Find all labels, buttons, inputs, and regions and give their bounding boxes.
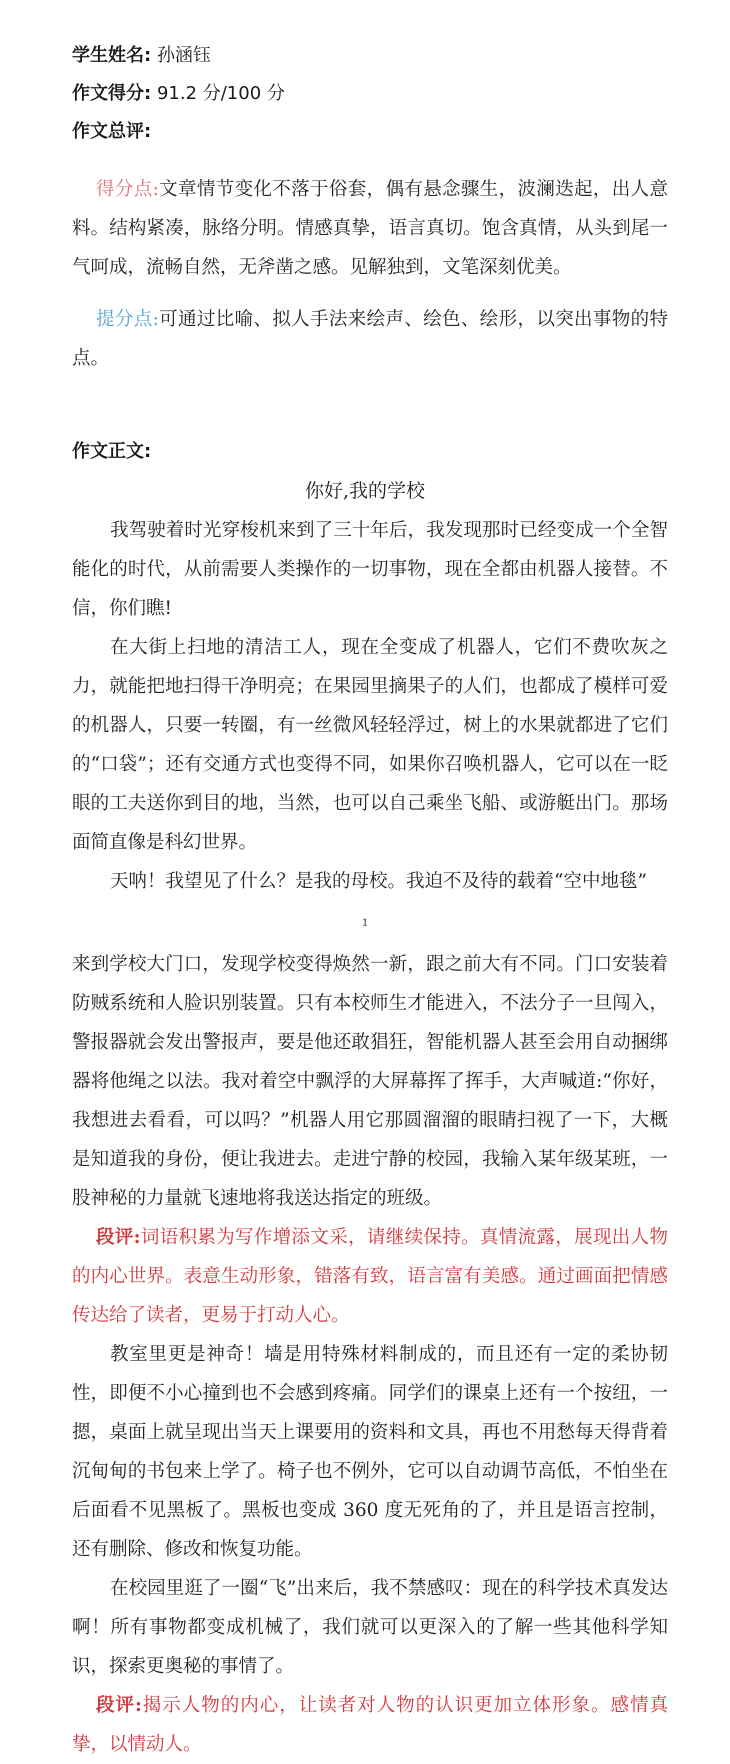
essay-paragraph-4: 教室里更是神奇！墙是用特殊材料制成的，而且还有一定的柔协韧性，即便不小心撞到也不会感到疼痛。同学们的课桌上还有一个按纽，一摁，桌面上就呈现出当天上课要用的资料和文具，再也不用愁每天得背着沉甸甸的书包来上学了。椅子也不例外，它可以自动调节高低，不怕坐在后面看不见黑板了。黑板也变成 360 度无死角的了，并且是语言控制，还有删除、修改和恢复功能。: [72, 1344, 668, 1560]
student-name-value: 孙涵钰: [156, 45, 211, 66]
review-2-text: 揭示人物的内心，让读者对人物的认识更加立体形象。感情真挚，以情动人。: [72, 1695, 668, 1755]
improvement-paragraph: [72, 300, 668, 378]
essay-paragraph-5: 在校园里逛了一圈“飞”出来后，我不禁感叹：现在的科学技术真发达啊！所有事物都变成机械了，我们就可以更深入的了解一些其他科学知识，探索更奥秘的事情了。: [72, 1578, 668, 1677]
essay-paragraph-1: 我驾驶着时光穿梭机来到了三十年后，我发现那时已经变成一个全智能化的时代，从前需要人类操作的一切事物，现在全都由机器人接替。不信，你们瞧!: [72, 520, 668, 619]
paragraph-review-2: [72, 1686, 668, 1764]
essay-body-top: [72, 511, 668, 901]
essay-paragraph-2: 在大街上扫地的清洁工人，现在全变成了机器人，它们不费吹灰之力，就能把地扫得干净明亮；在果园里摘果子的人们，也都成了模样可爱的机器人，只要一转圈，有一丝微风轻轻浮过，树上的水果就都进了它们的“口袋”；还有交通方式也变得不同，如果你召唤机器人，它可以在一眨眼的工夫送你到目的地，当然，也可以自己乘坐飞船、或游艇出门。那场面简直像是科幻世界。: [72, 637, 668, 853]
review-2-label: 段评:: [96, 1695, 142, 1716]
page-number: 1: [362, 918, 369, 929]
essay-paragraph-3-continued: 来到学校大门口，发现学校变得焕然一新，跟之前大有不同。门口安装着防贼系统和人脸识别装置。只有本校师生才能进入，不法分子一旦闯入，警报器就会发出警报声，要是他还敢猖狂，智能机器人甚至会用自动捆绑器将他绳之以法。我对着空中飘浮的大屏幕挥了挥手，大声喊道:“你好，我想进去看看，可以吗？”机器人用它那圆溜溜的眼睛扫视了一下，大概是知道我的身份，便让我进去。走进宁静的校园，我输入某年级某班，一股神秘的力量就飞速地将我送达指定的班级。: [72, 954, 668, 1209]
essay-score-line: [72, 82, 285, 106]
strength-paragraph: [72, 170, 668, 287]
essay-score-value: 91.2 分/100 分: [156, 83, 285, 104]
improvement-comment: [72, 300, 668, 378]
improvement-text: 可通过比喻、拟人手法来绘声、绘色、绘形，以突出事物的特点。: [72, 309, 668, 369]
review-1-label: 段评:: [96, 1227, 141, 1248]
essay-title: 你好,我的学校: [304, 480, 426, 502]
student-name-line: [72, 44, 211, 68]
essay-paragraph-3-start: 天呐！我望见了什么？是我的母校。我迫不及待的载着“空中地毯”: [110, 871, 647, 892]
essay-score-label: 作文得分:: [72, 83, 152, 104]
essay-section-label: 作文正文:: [72, 441, 152, 462]
essay-body-bottom: [72, 945, 668, 1764]
strength-comment: [72, 170, 668, 287]
student-name-label: 学生姓名:: [72, 45, 152, 66]
strength-label: 得分点:: [96, 179, 159, 200]
review-1-text: 词语积累为写作增添文采，请继续保持。真情流露，展现出人物的内心世界。表意生动形象，错落有致，语言富有美感。通过画面把情感传达给了读者，更易于打动人心。: [72, 1227, 668, 1326]
overall-comment-line: [72, 120, 151, 144]
improvement-label: 提分点:: [96, 309, 159, 330]
paragraph-review-1: [72, 1218, 668, 1335]
strength-text: 文章情节变化不落于俗套，偶有悬念骤生，波澜迭起，出人意料。结构紧凑，脉络分明。情感真挚，语言真切。饱含真情，从头到尾一气呵成，流畅自然，无斧凿之感。见解独到，文笔深刻优美。: [72, 179, 668, 278]
overall-comment-label: 作文总评:: [72, 121, 152, 142]
